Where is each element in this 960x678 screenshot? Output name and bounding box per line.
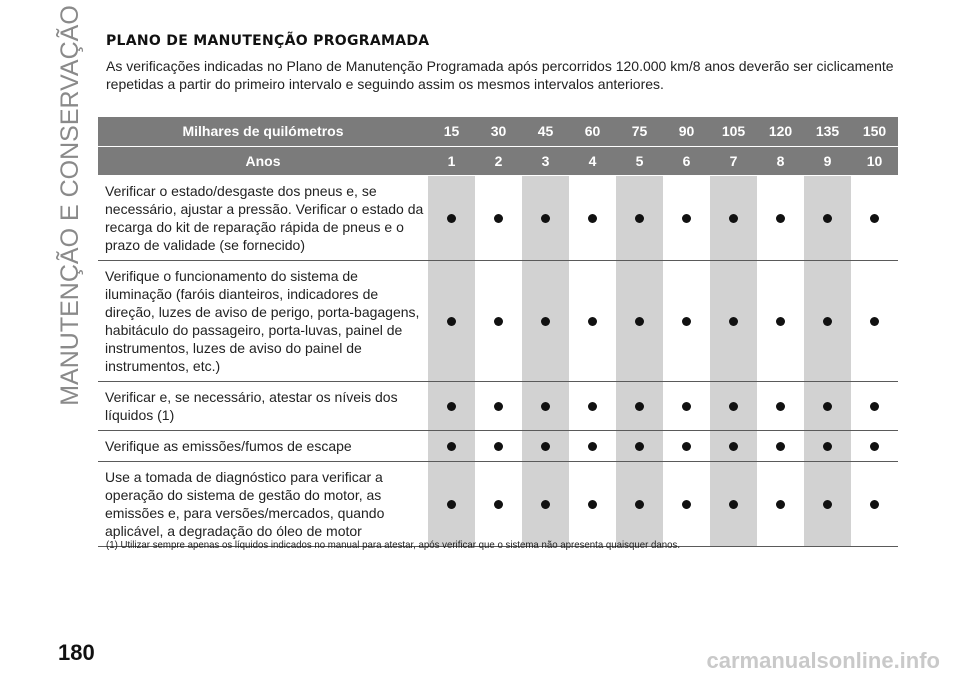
interval-cell	[804, 430, 851, 461]
check-description: Use a tomada de diagnóstico para verificar a operação do sistema de gestão do motor, as emissões e, para versões/mercados, quando aplicável, a degradação do óleo de motor	[98, 461, 428, 546]
check-dot-icon	[729, 500, 738, 509]
header-km-value: 135	[804, 117, 851, 146]
check-dot-icon	[776, 500, 785, 509]
header-km-label: Milhares de quilómetros	[98, 117, 428, 146]
interval-cell	[616, 430, 663, 461]
check-dot-icon	[635, 317, 644, 326]
interval-cell	[757, 430, 804, 461]
header-km-value: 30	[475, 117, 522, 146]
check-dot-icon	[541, 500, 550, 509]
check-dot-icon	[588, 317, 597, 326]
check-dot-icon	[447, 500, 456, 509]
check-dot-icon	[729, 214, 738, 223]
header-km-value: 150	[851, 117, 898, 146]
table-row	[98, 381, 898, 430]
interval-cell	[757, 260, 804, 381]
check-dot-icon	[729, 402, 738, 411]
interval-cell	[804, 461, 851, 546]
check-dot-icon	[494, 214, 503, 223]
header-years-label: Anos	[98, 146, 428, 175]
header-row-years	[98, 146, 898, 175]
table-row	[98, 260, 898, 381]
interval-cell	[710, 430, 757, 461]
header-year-value: 9	[804, 146, 851, 175]
page-heading: PLANO DE MANUTENÇÃO PROGRAMADA	[106, 33, 430, 49]
check-dot-icon	[588, 442, 597, 451]
check-dot-icon	[588, 214, 597, 223]
interval-cell	[663, 430, 710, 461]
interval-cell	[710, 175, 757, 260]
interval-cell	[663, 461, 710, 546]
interval-cell	[616, 461, 663, 546]
header-km-value: 60	[569, 117, 616, 146]
interval-cell	[663, 175, 710, 260]
check-dot-icon	[823, 442, 832, 451]
check-dot-icon	[494, 317, 503, 326]
check-dot-icon	[682, 214, 691, 223]
check-dot-icon	[729, 442, 738, 451]
check-dot-icon	[635, 500, 644, 509]
interval-cell	[569, 381, 616, 430]
check-dot-icon	[682, 500, 691, 509]
interval-cell	[522, 175, 569, 260]
interval-cell	[851, 430, 898, 461]
watermark: carmanualsonline.info	[706, 648, 940, 673]
interval-cell	[851, 260, 898, 381]
check-dot-icon	[635, 402, 644, 411]
header-year-value: 10	[851, 146, 898, 175]
interval-cell	[710, 381, 757, 430]
check-dot-icon	[776, 214, 785, 223]
interval-cell	[616, 260, 663, 381]
header-km-value: 120	[757, 117, 804, 146]
header-km-value: 15	[428, 117, 475, 146]
intro-paragraph: As verificações indicadas no Plano de Manutenção Programada após percorridos 120.000 km/8 anos deverão ser ciclicamente repetidas a partir do primeiro intervalo e seguindo assim os mesmos intervalos anteriores.	[106, 58, 894, 92]
table-row	[98, 461, 898, 546]
side-section-title	[55, 4, 85, 406]
side-section-title-text: MANUTENÇÃO E CONSERVAÇÃO	[55, 4, 84, 406]
check-dot-icon	[823, 500, 832, 509]
maintenance-schedule-table	[98, 117, 898, 547]
interval-cell	[475, 461, 522, 546]
interval-cell	[569, 175, 616, 260]
check-dot-icon	[729, 317, 738, 326]
header-km-value: 45	[522, 117, 569, 146]
check-description: Verificar e, se necessário, atestar os níveis dos líquidos (1)	[98, 381, 428, 430]
check-dot-icon	[823, 214, 832, 223]
interval-cell	[757, 461, 804, 546]
interval-cell	[804, 260, 851, 381]
header-km-value: 90	[663, 117, 710, 146]
interval-cell	[428, 175, 475, 260]
check-dot-icon	[541, 442, 550, 451]
check-dot-icon	[447, 214, 456, 223]
check-dot-icon	[823, 317, 832, 326]
header-year-value: 1	[428, 146, 475, 175]
header-km-value: 75	[616, 117, 663, 146]
table-row	[98, 430, 898, 461]
table-row	[98, 175, 898, 260]
check-dot-icon	[588, 402, 597, 411]
check-dot-icon	[870, 442, 879, 451]
interval-cell	[663, 381, 710, 430]
header-year-value: 5	[616, 146, 663, 175]
interval-cell	[522, 260, 569, 381]
interval-cell	[757, 381, 804, 430]
interval-cell	[428, 260, 475, 381]
interval-cell	[616, 381, 663, 430]
interval-cell	[851, 175, 898, 260]
check-dot-icon	[635, 442, 644, 451]
schedule-body	[98, 175, 898, 546]
interval-cell	[569, 461, 616, 546]
check-dot-icon	[823, 402, 832, 411]
interval-cell	[569, 430, 616, 461]
page-number: 180	[58, 640, 95, 665]
check-dot-icon	[682, 317, 691, 326]
check-description: Verificar o estado/desgaste dos pneus e, se necessário, ajustar a pressão. Verificar o estado da recarga do kit de reparação rápida de pneus e o prazo de validade (se fornecido)	[98, 175, 428, 260]
check-dot-icon	[494, 442, 503, 451]
interval-cell	[616, 175, 663, 260]
interval-cell	[522, 430, 569, 461]
check-dot-icon	[870, 317, 879, 326]
header-km-value: 105	[710, 117, 757, 146]
check-dot-icon	[870, 500, 879, 509]
footnote: (1) Utilizar sempre apenas os líquidos indicados no manual para atestar, após verificar que o sistema não apresenta quaisquer danos.	[106, 539, 681, 551]
check-dot-icon	[870, 402, 879, 411]
interval-cell	[428, 461, 475, 546]
header-year-value: 6	[663, 146, 710, 175]
header-year-value: 7	[710, 146, 757, 175]
check-dot-icon	[494, 500, 503, 509]
interval-cell	[710, 260, 757, 381]
check-dot-icon	[447, 317, 456, 326]
check-dot-icon	[682, 402, 691, 411]
interval-cell	[428, 381, 475, 430]
check-dot-icon	[635, 214, 644, 223]
interval-cell	[710, 461, 757, 546]
check-dot-icon	[494, 402, 503, 411]
header-year-value: 4	[569, 146, 616, 175]
interval-cell	[757, 175, 804, 260]
check-dot-icon	[447, 442, 456, 451]
header-row-km	[98, 117, 898, 146]
interval-cell	[804, 175, 851, 260]
check-dot-icon	[776, 402, 785, 411]
interval-cell	[804, 381, 851, 430]
check-dot-icon	[447, 402, 456, 411]
check-dot-icon	[682, 442, 691, 451]
check-dot-icon	[870, 214, 879, 223]
check-dot-icon	[541, 317, 550, 326]
header-year-value: 2	[475, 146, 522, 175]
check-dot-icon	[776, 442, 785, 451]
interval-cell	[475, 430, 522, 461]
interval-cell	[522, 381, 569, 430]
check-description: Verifique as emissões/fumos de escape	[98, 430, 428, 461]
interval-cell	[569, 260, 616, 381]
interval-cell	[851, 461, 898, 546]
check-dot-icon	[588, 500, 597, 509]
check-description: Verifique o funcionamento do sistema de iluminação (faróis dianteiros, indicadores de direção, luzes de aviso de perigo, porta-bagagens, habitáculo do passageiro, porta-luvas, painel de instrumentos, luzes de aviso do painel de instrumentos, etc.)	[98, 260, 428, 381]
check-dot-icon	[776, 317, 785, 326]
interval-cell	[522, 461, 569, 546]
interval-cell	[475, 260, 522, 381]
interval-cell	[851, 381, 898, 430]
interval-cell	[475, 175, 522, 260]
check-dot-icon	[541, 402, 550, 411]
interval-cell	[663, 260, 710, 381]
header-year-value: 8	[757, 146, 804, 175]
header-year-value: 3	[522, 146, 569, 175]
check-dot-icon	[541, 214, 550, 223]
interval-cell	[428, 430, 475, 461]
interval-cell	[475, 381, 522, 430]
